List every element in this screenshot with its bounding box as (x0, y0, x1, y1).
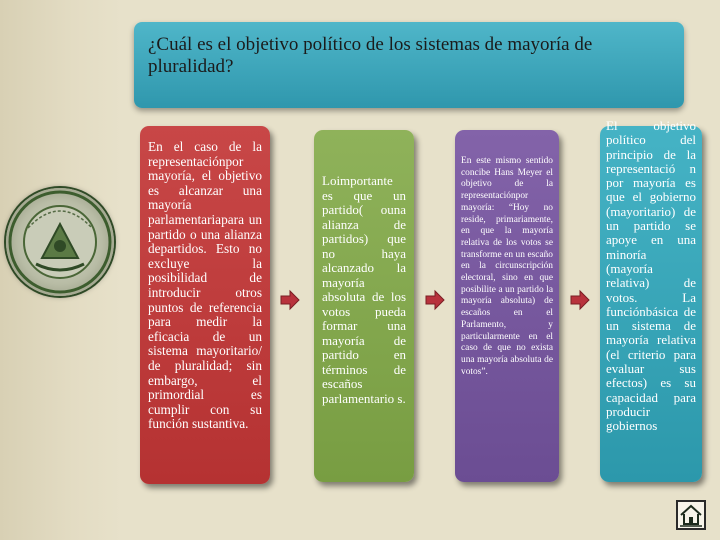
right-arrow-icon (425, 290, 445, 310)
right-arrow-icon (280, 290, 300, 310)
home-button[interactable] (676, 500, 706, 530)
column-party-majority (314, 130, 414, 482)
column-hans-meyer (455, 130, 559, 482)
seal-emblem (6, 188, 114, 296)
title-box (134, 22, 684, 108)
column-text: En este mismo sentido concibe Hans Meyer el objetivo de la representaciónpor mayoría: “Hoy no reside, primariamente, en que la mayoría relativa de los votos se transforme en un escaño en la circunscripción electoral, sino en que posibilite a un partido la mayoría absoluta) de escaños en el Parlamento, y particularmente en el caso de que no exista una mayoría absoluta de votos”. (461, 156, 553, 377)
home-icon (678, 502, 704, 528)
column-political-objective (600, 118, 702, 482)
column-text: En el caso de la representaciónpor mayoría, el objetivo es alcanzar una mayoría parlamentariapara un partido o una alianza departidos. Esto no excluye la posibilidad de introducir otros puntos de referencia para medir la eficacia de un sistema mayoritario/ de pluralidad; sin embargo, el primordial es cumplir con su función sustantiva. (148, 139, 262, 432)
column-text: Loimportante es que un partido( ouna alianza de partidos) que no haya alcanzado la mayoría absoluta de los votos pueda formar una mayoría de partido en términos de escaños parlamentario s. (322, 173, 406, 406)
column-majority-representation (140, 126, 270, 484)
right-arrow-icon (570, 290, 590, 310)
slide-title: ¿Cuál es el objetivo político de los sistemas de mayoría de pluralidad? (148, 34, 593, 77)
column-text: El objetivo político del principio de la representació n por mayoría es que el gobierno (mayoritario) de un partido se apoye en una minoría (mayoría relativa) de votos. La funciónbásica de un sistema de mayoría relativa (el criterio para evaluar sus efectos) es su capacidad para producir gobiernos (606, 118, 696, 434)
seal-icon (6, 188, 114, 296)
